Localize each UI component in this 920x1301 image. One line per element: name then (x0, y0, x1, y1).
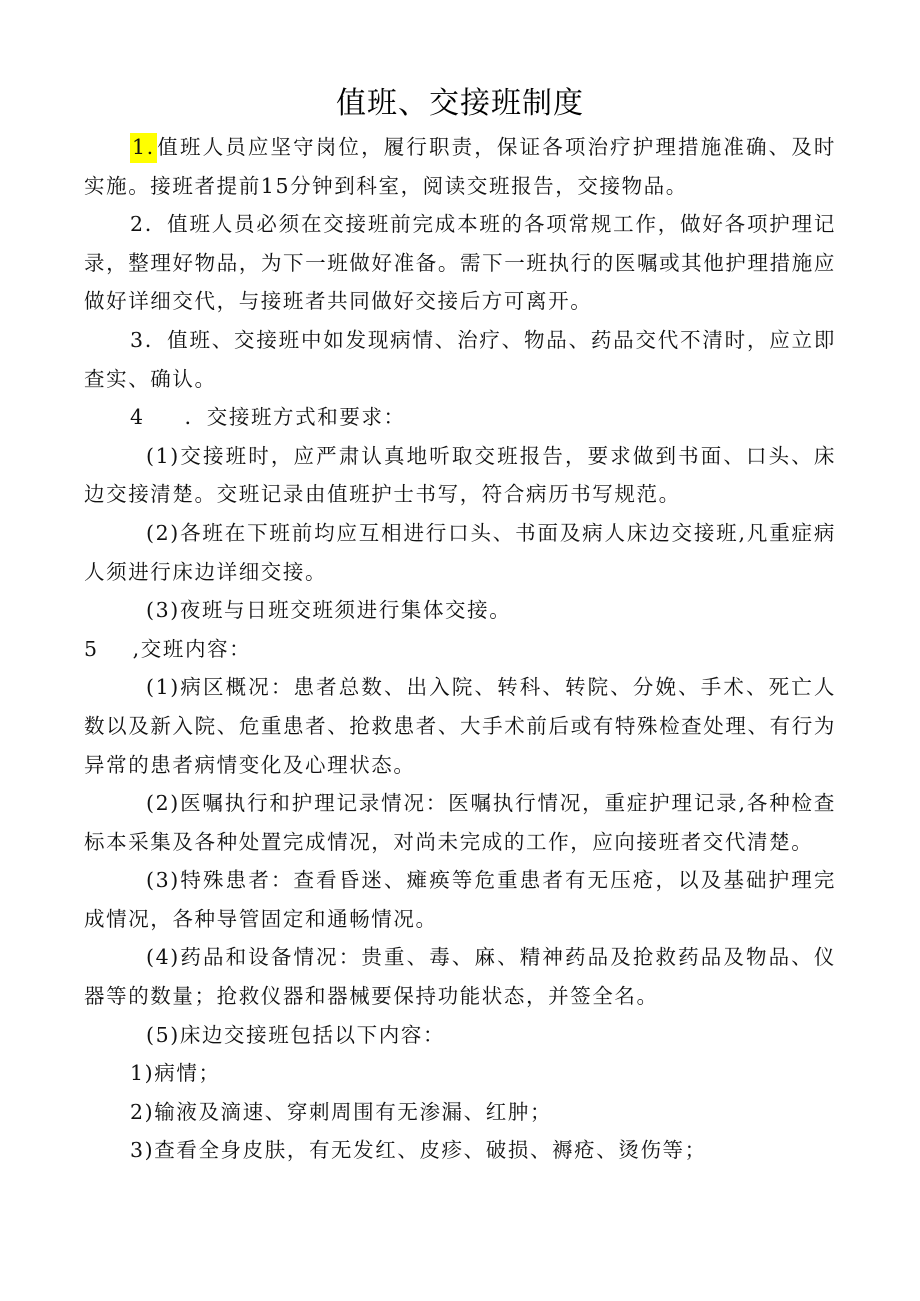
paragraph-1-text: 值班人员应坚守岗位，履行职责，保证各项治疗护理措施准确、及时实施。接班者提前15分钟到科室，阅读交班报告，交接物品。 (84, 135, 836, 198)
highlighted-number: 1. (130, 133, 157, 163)
paragraph-2: 2．值班人员必须在交接班前完成本班的各项常规工作，做好各项护理记录，整理好物品，为下一班做好准备。需下一班执行的医嘱或其他护理措施应做好详细交代，与接班者共同做好交接后方可离开。 (84, 212, 836, 314)
paragraph-5-4: (4)药品和设备情况：贵重、毒、麻、精神药品及抢救药品及物品、仪器等的数量；抢救仪器和器械要保持功能状态，并签全名。 (84, 945, 836, 1009)
paragraph-5-1: (1)病区概况：患者总数、出入院、转科、转院、分娩、手术、死亡人数以及新入院、危重患者、抢救患者、大手术前后或有特殊检查处理、有行为异常的患者病情变化及心理状态。 (84, 675, 836, 777)
paragraph-5-5-3: 3)查看全身皮肤，有无发红、皮疹、破损、褥疮、烫伤等； (130, 1138, 707, 1163)
paragraph-4-text: ．交接班方式和要求： (184, 405, 406, 430)
paragraph-4-2: (2)各班在下班前均应互相进行口头、书面及病人床边交接班,凡重症病人须进行床边详细交接。 (84, 520, 836, 584)
paragraph-5-text: ,交班内容： (132, 636, 252, 661)
document-body (84, 128, 836, 1170)
paragraph-3: 3．值班、交接班中如发现病情、治疗、物品、药品交代不清时，应立即查实、确认。 (84, 327, 836, 391)
paragraph-1 (84, 128, 836, 205)
paragraph-5 (84, 630, 836, 669)
paragraph-4-3: (3)夜班与日班交班须进行集体交接。 (146, 598, 512, 623)
paragraph-5-5-1: 1)病情； (130, 1061, 221, 1086)
paragraph-5-5-2: 2)输液及滴速、穿刺周围有无渗漏、红肿； (130, 1099, 553, 1124)
document-title: 值班、交接班制度 (336, 86, 584, 121)
paragraph-5-3: (3)特殊患者：查看昏迷、瘫痪等危重患者有无压疮，以及基础护理完成情况，各种导管固定和通畅情况。 (84, 868, 836, 931)
paragraph-5-2: (2)医嘱执行和护理记录情况：医嘱执行情况，重症护理记录,各种检查标本采集及各种处置完成情况，对尚未完成的工作，应向接班者交代清楚。 (84, 791, 836, 854)
paragraph-5-number: 5 (84, 636, 99, 661)
paragraph-5-5: (5)床边交接班包括以下内容： (146, 1022, 446, 1047)
paragraph-4-1: (1)交接班时，应严肃认真地听取交班报告，要求做到书面、口头、床边交接清楚。交班记录由值班护士书写，符合病历书写规范。 (84, 443, 836, 507)
paragraph-4 (84, 398, 836, 437)
paragraph-4-number: 4 (130, 405, 145, 430)
